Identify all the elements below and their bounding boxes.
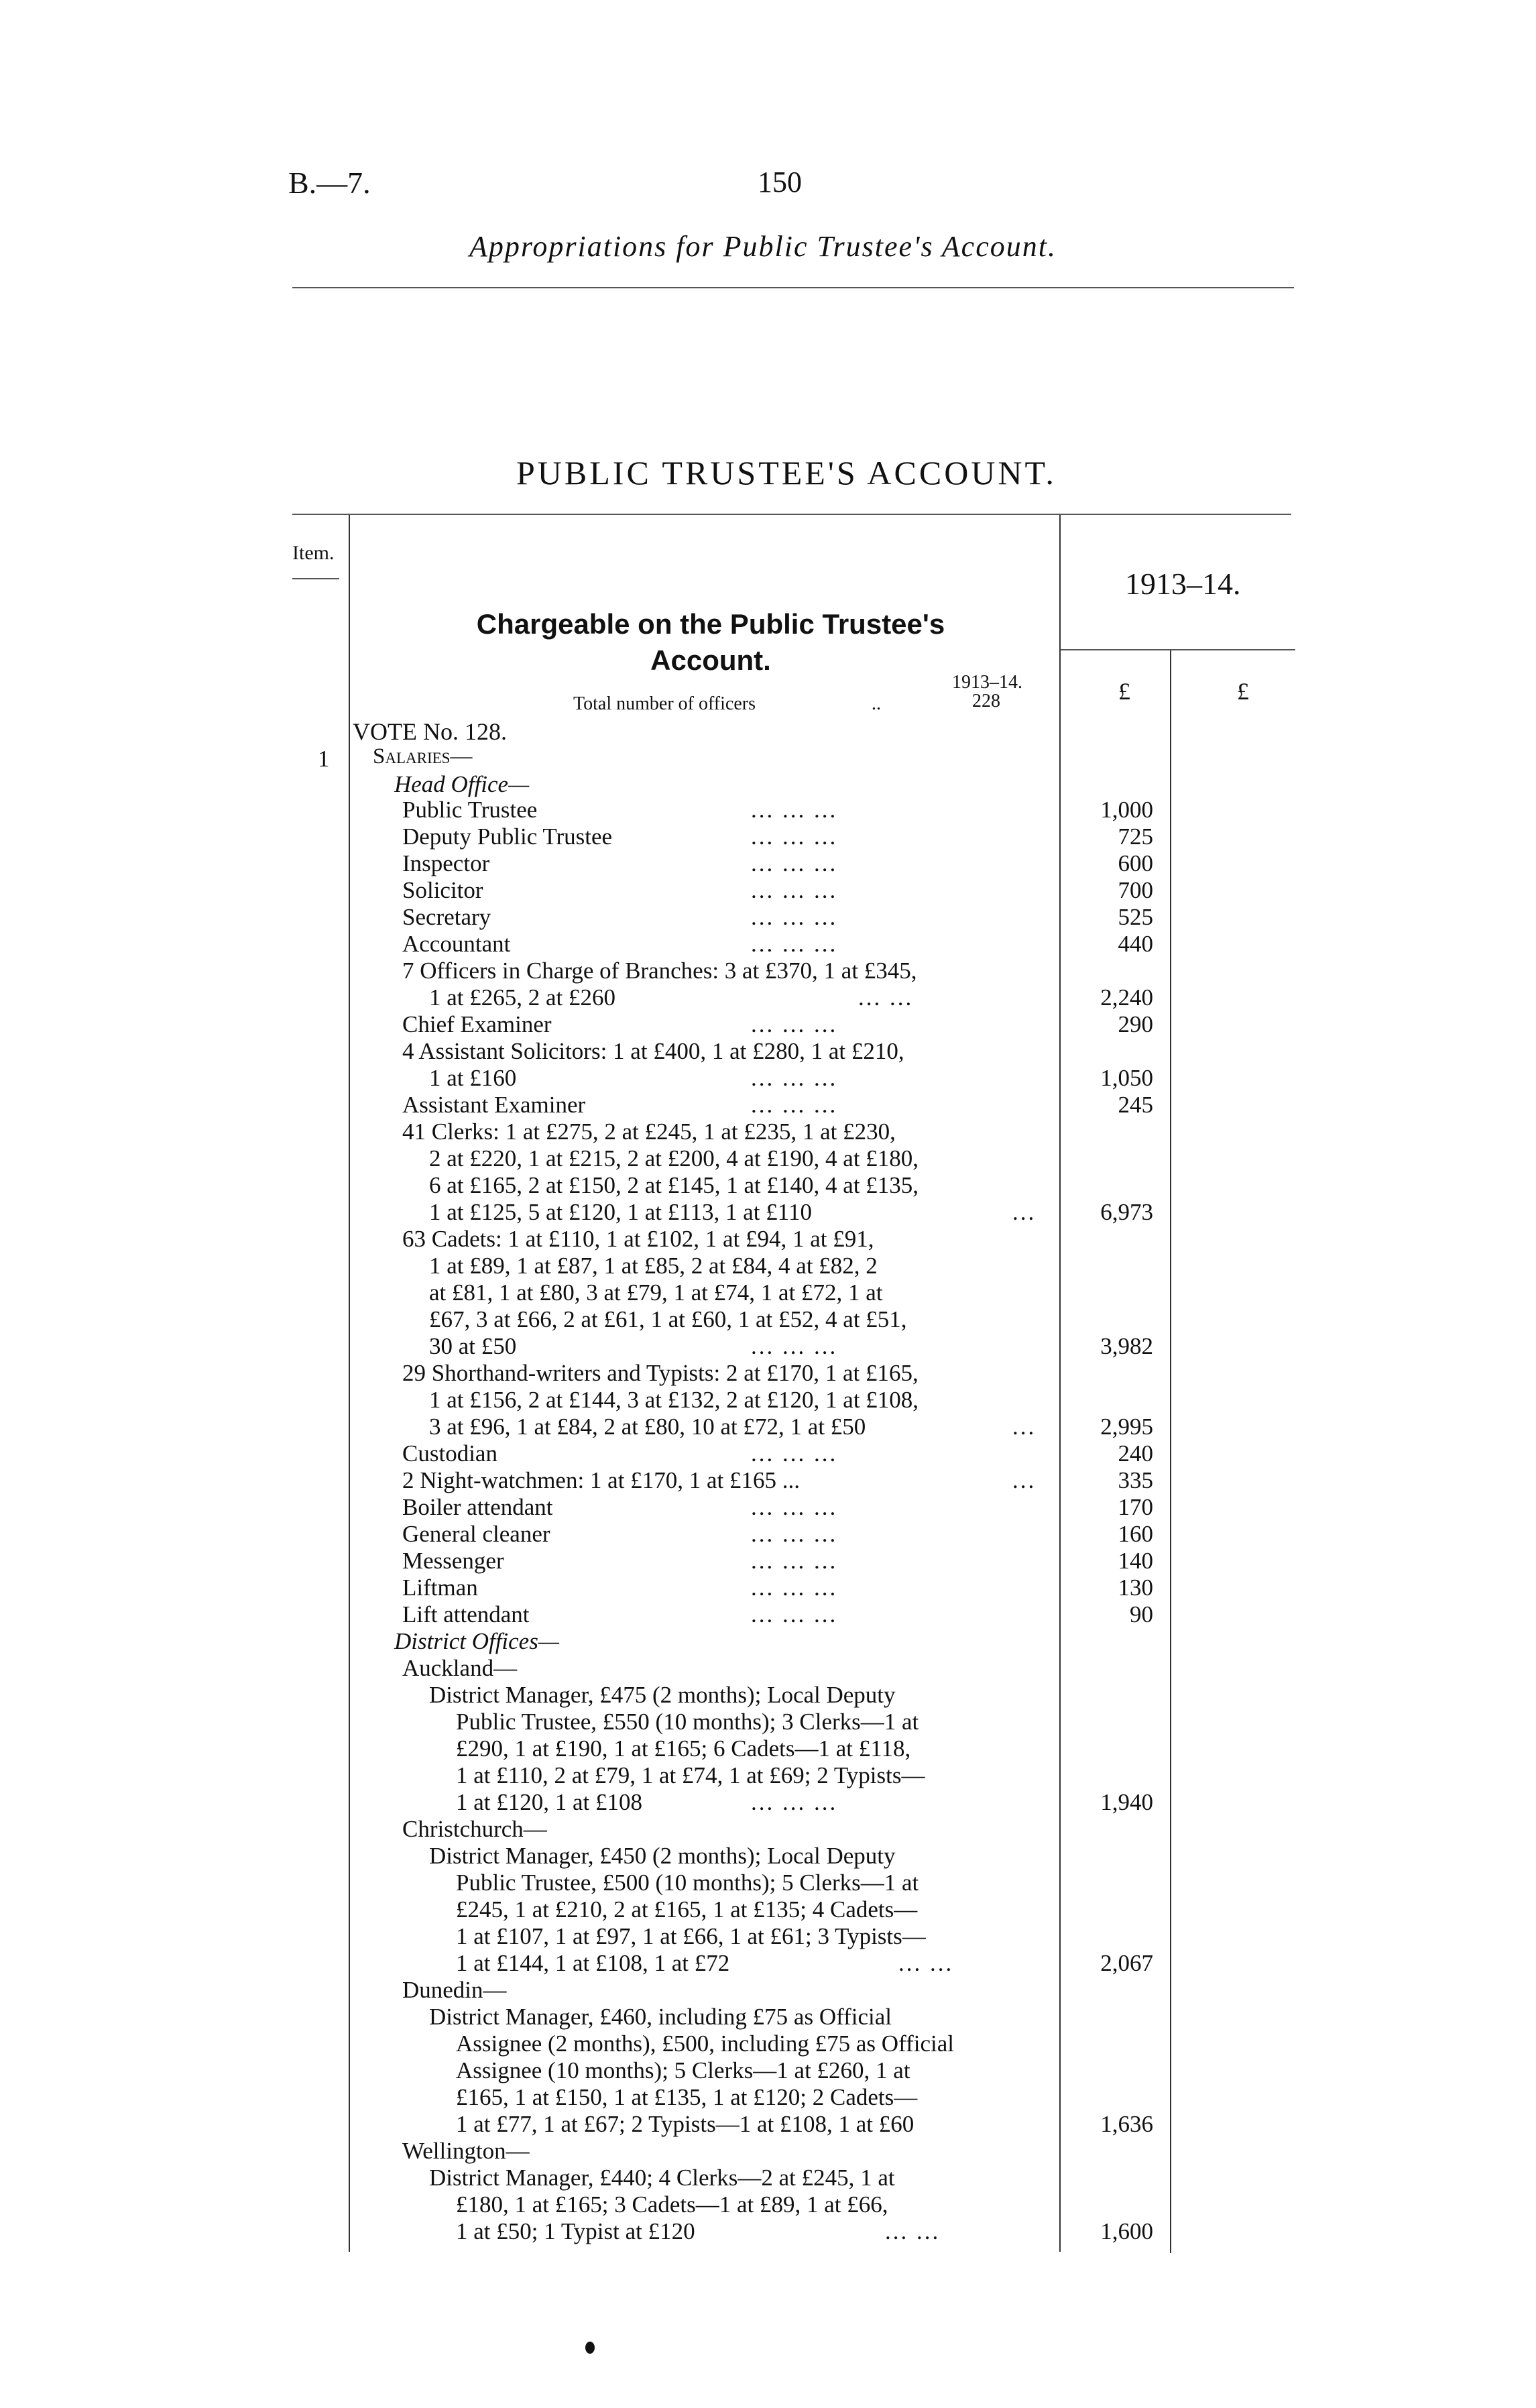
- assistant-solicitors-amount: 1,050: [1100, 1065, 1153, 1091]
- officers-count: 228: [972, 691, 1000, 711]
- christchurch-line5: 1 at £144, 1 at £108, 1 at £72: [456, 1950, 730, 1976]
- leader-dots: ... ... ...: [751, 1601, 838, 1627]
- officers-label: Total number of officers: [573, 693, 756, 714]
- nightwatchmen-amount: 335: [1118, 1467, 1153, 1493]
- custodian-amount: 240: [1118, 1440, 1153, 1467]
- list-item-amount: 600: [1118, 850, 1153, 876]
- leader-dots: ... ...: [898, 1950, 954, 1976]
- dunedin-line5: 1 at £77, 1 at £67; 2 Typists—1 at £108, 1 at £60: [456, 2111, 914, 2137]
- list-item-amount: 525: [1118, 904, 1153, 930]
- leader-dots: ... ...: [858, 984, 914, 1011]
- list-item-label: Solicitor: [402, 877, 483, 903]
- list-item-amount: 1,000: [1100, 797, 1153, 823]
- list-item-label: Liftman: [402, 1574, 478, 1601]
- item-number: 1: [318, 746, 330, 772]
- christchurch-amount: 2,067: [1100, 1950, 1153, 1976]
- list-item-label: Inspector: [402, 850, 490, 876]
- item-head-rule: [292, 578, 339, 579]
- item-column-header: Item.: [292, 542, 335, 564]
- auckland-line3: £290, 1 at £190, 1 at £165; 6 Cadets—1 at £118,: [456, 1735, 911, 1762]
- leader-dots: ... ... ...: [751, 877, 838, 903]
- leader-dots: ...: [1012, 1467, 1037, 1493]
- vote-number: VOTE No. 128.: [353, 718, 507, 745]
- auckland-line4: 1 at £110, 2 at £79, 1 at £74, 1 at £69; 2 Typists—: [456, 1762, 925, 1788]
- leader-dots: ... ... ...: [751, 1065, 838, 1091]
- leader-dots: ...: [1012, 1414, 1037, 1440]
- list-item-amount: 170: [1118, 1494, 1153, 1520]
- clerks-line2: 2 at £220, 1 at £215, 2 at £200, 4 at £190, 4 at £180,: [429, 1145, 919, 1171]
- list-item-label: Messenger: [402, 1548, 504, 1574]
- officers-branches-amount: 2,240: [1100, 984, 1153, 1011]
- list-item-amount: 725: [1118, 823, 1153, 850]
- clerks-amount: 6,973: [1100, 1199, 1153, 1225]
- assistant-solicitors-line1: 4 Assistant Solicitors: 1 at £400, 1 at £280, 1 at £210,: [402, 1038, 904, 1064]
- clerks-line4: 1 at £125, 5 at £120, 1 at £113, 1 at £110: [429, 1199, 812, 1225]
- item-column-rule: [349, 515, 350, 2252]
- chief-examiner-label: Chief Examiner: [402, 1011, 552, 1037]
- running-title: Appropriations for Public Trustee's Account.: [469, 230, 1057, 263]
- document-reference: B.—7.: [288, 166, 371, 200]
- list-item-amount: 90: [1130, 1601, 1153, 1627]
- assistant-examiner-label: Assistant Examiner: [402, 1092, 586, 1118]
- leader-dots: ... ... ...: [751, 1548, 838, 1574]
- leader-dots: ... ...: [885, 2218, 941, 2244]
- shorthand-amount: 2,995: [1100, 1414, 1153, 1440]
- cadets-amount: 3,982: [1100, 1333, 1153, 1359]
- list-item-amount: 160: [1118, 1521, 1153, 1547]
- chargeable-heading-line2: Account.: [650, 644, 771, 676]
- leader-dots: ... ... ...: [751, 904, 838, 930]
- chargeable-heading: [375, 606, 1046, 679]
- total-column-rule: [1170, 650, 1171, 2253]
- cadets-line2: 1 at £89, 1 at £87, 1 at £85, 2 at £84, 4 at £82, 2: [429, 1253, 878, 1279]
- auckland-amount: 1,940: [1100, 1789, 1153, 1815]
- shorthand-line3: 3 at £96, 1 at £84, 2 at £80, 10 at £72, 1 at £50: [429, 1414, 866, 1440]
- dunedin-amount: 1,636: [1100, 2111, 1153, 2137]
- wellington-line3: 1 at £50; 1 Typist at £120: [456, 2218, 695, 2244]
- officers-branches-line2: 1 at £265, 2 at £260: [429, 984, 616, 1011]
- auckland-heading: Auckland—: [402, 1655, 518, 1681]
- leader-dots: ... ... ...: [751, 1440, 838, 1467]
- christchurch-line4: 1 at £107, 1 at £97, 1 at £66, 1 at £61; 3 Typists—: [456, 1923, 926, 1949]
- assistant-solicitors-line2: 1 at £160: [429, 1065, 517, 1091]
- salaries-heading: Salaries—: [373, 744, 473, 768]
- cadets-line4: £67, 3 at £66, 2 at £61, 1 at £60, 1 at £52, 4 at £51,: [429, 1306, 907, 1332]
- leader-dots: ... ... ...: [751, 1011, 838, 1037]
- list-item-label: Public Trustee: [402, 797, 538, 823]
- cadets-line3: at £81, 1 at £80, 3 at £79, 1 at £74, 1 at £72, 1 at: [429, 1279, 883, 1306]
- assistant-examiner-amount: 245: [1118, 1092, 1153, 1118]
- cadets-line5: 30 at £50: [429, 1333, 517, 1359]
- list-item-amount: 130: [1118, 1574, 1153, 1601]
- head-office-heading: Head Office—: [394, 771, 530, 797]
- list-item-label: Accountant: [402, 931, 511, 957]
- chargeable-heading-line1: Chargeable on the Public Trustee's: [476, 608, 945, 640]
- officers-leader: ..: [872, 693, 881, 714]
- leader-dots: ... ... ...: [751, 1494, 838, 1520]
- list-item-amount: 140: [1118, 1548, 1153, 1574]
- shorthand-line1: 29 Shorthand-writers and Typists: 2 at £170, 1 at £165,: [402, 1360, 919, 1386]
- section-title: PUBLIC TRUSTEE'S ACCOUNT.: [516, 454, 1057, 492]
- amount-column-rule: [1059, 515, 1061, 2252]
- leader-dots: ... ... ...: [751, 1789, 838, 1815]
- wellington-line1: District Manager, £440; 4 Clerks—2 at £245, 1 at: [429, 2165, 895, 2191]
- dunedin-line1: District Manager, £460, including £75 as Official: [429, 2004, 892, 2030]
- district-offices-heading: District Offices—: [394, 1628, 559, 1654]
- dunedin-line3: Assignee (10 months); 5 Clerks—1 at £260, 1 at: [456, 2057, 910, 2083]
- list-item-amount: 700: [1118, 877, 1153, 903]
- custodian-label: Custodian: [402, 1440, 497, 1467]
- nightwatchmen-label: 2 Night-watchmen: 1 at £170, 1 at £165 ...: [402, 1467, 800, 1493]
- list-item-amount: 440: [1118, 931, 1153, 957]
- dunedin-heading: Dunedin—: [402, 1977, 507, 2003]
- officers-year-label: 1913–14.: [952, 672, 1022, 693]
- dunedin-line2: Assignee (2 months), £500, including £75 as Official: [456, 2030, 954, 2057]
- page-number: 150: [758, 166, 802, 198]
- year-head-rule: [1061, 649, 1295, 650]
- list-item-label: General cleaner: [402, 1521, 550, 1547]
- leader-dots: ... ... ...: [751, 1574, 838, 1601]
- list-item-label: Secretary: [402, 904, 491, 930]
- list-item-label: Deputy Public Trustee: [402, 823, 613, 850]
- leader-dots: ... ... ...: [751, 1092, 838, 1118]
- auckland-line1: District Manager, £475 (2 months); Local Deputy: [429, 1682, 896, 1708]
- leader-dots: ... ... ...: [751, 931, 838, 957]
- auckland-line2: Public Trustee, £550 (10 months); 3 Clerks—1 at: [456, 1709, 919, 1735]
- list-item-label: Boiler attendant: [402, 1494, 553, 1520]
- christchurch-heading: Christchurch—: [402, 1816, 547, 1842]
- wellington-line2: £180, 1 at £165; 3 Cadets—1 at £89, 1 at £66,: [456, 2191, 888, 2218]
- leader-dots: ... ... ...: [751, 823, 838, 850]
- clerks-line1: 41 Clerks: 1 at £275, 2 at £245, 1 at £235, 1 at £230,: [402, 1119, 896, 1145]
- page-mark-dot: [585, 2342, 595, 2354]
- leader-dots: ... ... ...: [751, 1333, 838, 1359]
- pound-sign-column1: £: [1118, 678, 1130, 705]
- pound-sign-column2: £: [1237, 678, 1249, 705]
- leader-dots: ... ... ...: [751, 850, 838, 876]
- cadets-line1: 63 Cadets: 1 at £110, 1 at £102, 1 at £94, 1 at £91,: [402, 1226, 874, 1252]
- dunedin-line4: £165, 1 at £150, 1 at £135, 1 at £120; 2 Cadets—: [456, 2084, 918, 2110]
- wellington-amount: 1,600: [1100, 2218, 1153, 2244]
- list-item-label: Lift attendant: [402, 1601, 530, 1627]
- wellington-heading: Wellington—: [402, 2138, 530, 2164]
- header-rule: [292, 287, 1294, 288]
- auckland-line5: 1 at £120, 1 at £108: [456, 1789, 643, 1815]
- shorthand-line2: 1 at £156, 2 at £144, 3 at £132, 2 at £120, 1 at £108,: [429, 1387, 919, 1413]
- officers-branches-line1: 7 Officers in Charge of Branches: 3 at £370, 1 at £345,: [402, 958, 917, 984]
- clerks-line3: 6 at £165, 2 at £150, 2 at £145, 1 at £140, 4 at £135,: [429, 1172, 919, 1198]
- christchurch-line3: £245, 1 at £210, 2 at £165, 1 at £135; 4 Cadets—: [456, 1896, 918, 1923]
- christchurch-line1: District Manager, £450 (2 months); Local Deputy: [429, 1843, 896, 1869]
- leader-dots: ... ... ...: [751, 1521, 838, 1547]
- title-rule: [292, 514, 1291, 515]
- leader-dots: ...: [1012, 1199, 1037, 1225]
- leader-dots: ... ... ...: [751, 797, 838, 823]
- christchurch-line2: Public Trustee, £500 (10 months); 5 Clerks—1 at: [456, 1870, 919, 1896]
- year-column-header: 1913–14.: [1125, 567, 1241, 601]
- chief-examiner-amount: 290: [1118, 1011, 1153, 1037]
